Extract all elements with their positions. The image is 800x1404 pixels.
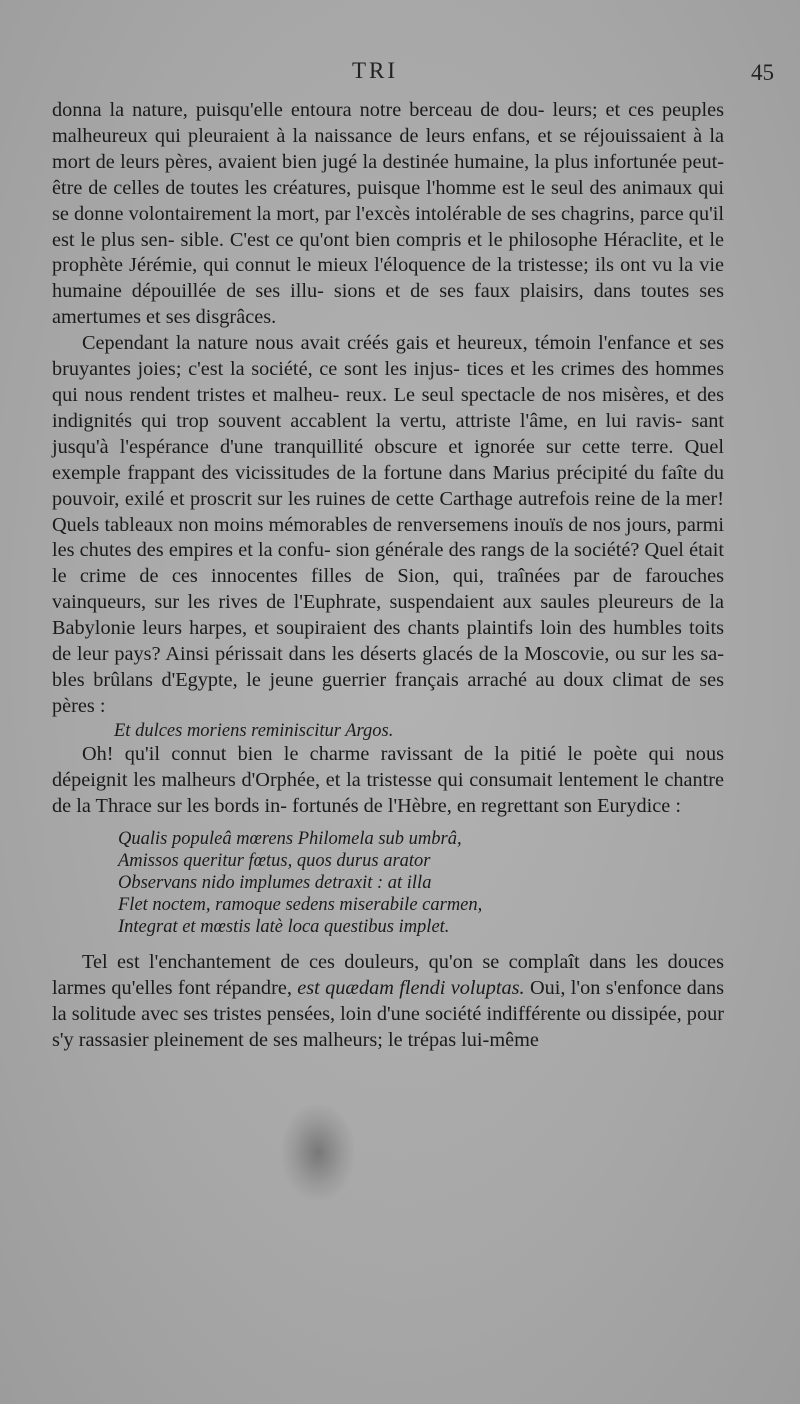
- text-line: fortunés de l'Hèbre, en regrettant son Eurydice :: [292, 794, 681, 817]
- text-line: être de celles de toutes les créatures, puisque l'homme est le: [52, 176, 546, 199]
- text-line: mer! Quels tableaux non moins mémorables de renversemens: [52, 487, 724, 536]
- text-line: proscrit sur les ruines de cette Carthage autrefois reine de la: [190, 487, 681, 510]
- text-line: sant jusqu'à l'espérance d'une tranquillité obscure et ignorée: [52, 409, 725, 458]
- verse-line: Amissos queritur fœtus, quos durus arator: [118, 851, 431, 872]
- running-head: [52, 58, 774, 98]
- text-line: l'enfance et ses bruyantes joies; c'est la société, ce sont les injus-: [52, 332, 724, 381]
- page-number: 45: [751, 60, 774, 85]
- latin-phrase: flendi voluptas.: [399, 977, 525, 1000]
- text-line: périssait dans les déserts glacés de la Moscovie, ou sur les sa-: [215, 643, 725, 666]
- text-line: Tel est l'enchantement de ces douleurs, qu'on se complaît: [82, 951, 580, 974]
- text-line: consumait lentement le chantre de la Thrace sur les bords in-: [52, 768, 725, 817]
- ink-smudge: [282, 1105, 354, 1200]
- verse-line: Observans nido implumes detraxit : at illa: [118, 873, 432, 894]
- text-line: disgrâces.: [195, 306, 277, 329]
- verse-line: Qualis populeâ mœrens Philomela sub umbrâ,: [118, 829, 462, 850]
- text-line: saules pleureurs de la Babylonie leurs harpes, et soupiraient: [52, 591, 725, 640]
- text-line: s'y rassasier pleinement de ses malheurs; le trépas lui-même: [52, 1029, 539, 1052]
- paragraph-4: [52, 950, 724, 1054]
- paragraph-3: [52, 742, 724, 820]
- text-line: tices et les crimes des hommes qui nous rendent tristes et malheu-: [52, 358, 724, 406]
- text-line: fortune dans Marius précipité du faîte du pouvoir, exilé et: [52, 461, 724, 510]
- text-line: bles brûlans d'Egypte, le jeune guerrier français arraché au: [52, 668, 555, 691]
- text-line: sion générale des rangs de la société? Quel était le crime de: [52, 539, 724, 588]
- verse-block: [52, 829, 724, 938]
- text-line: avaient bien jugé la destinée humaine, la plus infortunée peut-: [218, 150, 724, 173]
- latin-quote: Et dulces moriens reminiscitur Argos.: [114, 720, 394, 741]
- text-line: Oui, l'on s'enfonce dans la solitude avec ses: [52, 977, 724, 1026]
- text-line: de leurs enfans, et se réjouissaient à la mort de leurs pères,: [52, 124, 724, 173]
- text-line: reux. Le seul spectacle de nos misères, et des indignités qui: [52, 383, 724, 432]
- text-line: tristes pensées, loin d'une société indifférente ou dissipée, pour: [213, 1003, 724, 1026]
- text-line: l'excès intolérable de ses chagrins, parce qu'il est le plus sen-: [52, 202, 725, 251]
- text-line: dans les douces larmes qu'elles font répandre,: [52, 951, 724, 1000]
- text-line: trop souvent accablent la vertu, attriste l'âme, en lui ravis-: [176, 409, 683, 432]
- verse-line: Integrat et mœstis latè loca questibus implet.: [118, 916, 450, 937]
- text-line: qui nous dépeignit les malheurs d'Orphée, et la tristesse qui: [52, 742, 724, 791]
- text-line: donna la nature, puisqu'elle entoura notre berceau de dou-: [52, 99, 545, 121]
- text-line: doux climat de ses pères :: [52, 668, 725, 717]
- text-line: sible. C'est ce qu'ont bien compris et le philosophe Héraclite,: [180, 228, 683, 251]
- text-line: Oh! qu'il connut bien le charme ravissant de la pitié le poète: [82, 742, 638, 765]
- text-line: sions et de ses faux plaisirs, dans toutes ses amertumes et ses: [52, 280, 724, 329]
- running-title: TRI: [352, 58, 399, 83]
- text-line: ces innocentes filles de Sion, qui, traînées par de farouches: [171, 565, 724, 588]
- latin-phrase: est quædam: [297, 977, 394, 1000]
- text-line: sur cette terre. Quel exemple frappant des vicissitudes de la: [52, 435, 724, 484]
- text-line: et le prophète Jérémie, qui connut le mieux l'éloquence de: [52, 228, 725, 277]
- text-line: vainqueurs, sur les rives de l'Euphrate, suspendaient aux: [52, 591, 532, 614]
- text-line: des chants plaintifs loin des humbles toits de leur pays? Ainsi: [52, 617, 724, 666]
- text-line: la tristesse; ils ont vu la vie humaine dépouillée de ses illu-: [52, 254, 724, 303]
- verse-line: Flet noctem, ramoque sedens miserabile carmen,: [118, 894, 483, 915]
- text-line: Cependant la nature nous avait créés gais et heureux, témoin: [82, 332, 592, 355]
- text-line: seul des animaux qui se donne volontairement la mort, par: [52, 176, 725, 225]
- text-line: inouïs de nos jours, parmi les chutes des empires et la confu-: [52, 513, 724, 562]
- body-text: [52, 98, 724, 1054]
- text-line: leurs; et ces peuples malheureux qui pleuraient à la naissance: [52, 99, 724, 147]
- paragraph-1: [52, 98, 724, 331]
- paragraph-2: [52, 331, 724, 720]
